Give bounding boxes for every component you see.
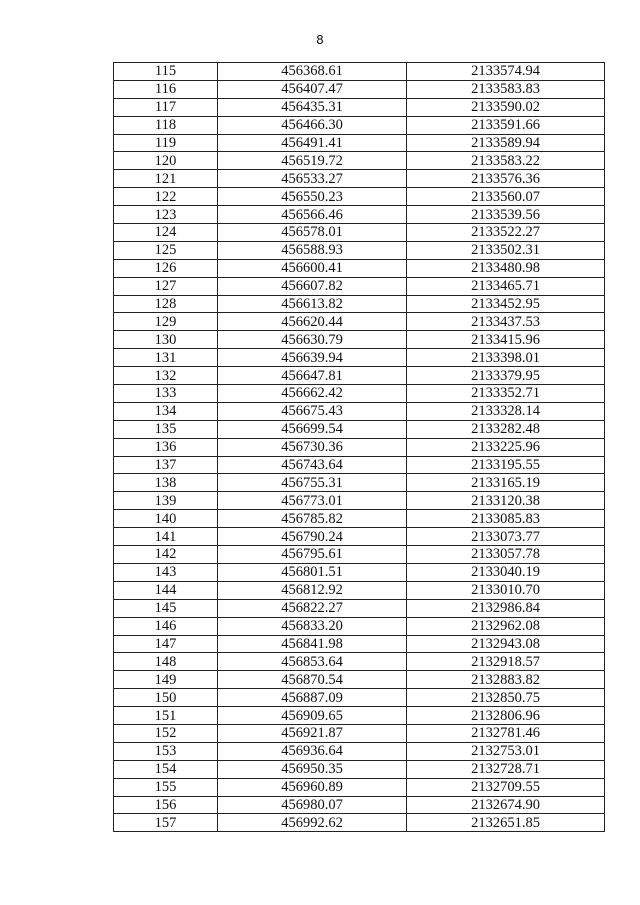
y-coordinate-cell: 2133165.19 <box>407 474 605 492</box>
x-coordinate-cell: 456647.81 <box>218 367 407 385</box>
point-number-cell: 157 <box>114 814 218 832</box>
x-coordinate-cell: 456435.31 <box>218 98 407 116</box>
x-coordinate-cell: 456699.54 <box>218 420 407 438</box>
x-coordinate-cell: 456600.41 <box>218 259 407 277</box>
table-row <box>114 707 605 725</box>
point-number-cell: 141 <box>114 528 218 546</box>
y-coordinate-cell: 2133120.38 <box>407 492 605 510</box>
point-number-cell: 154 <box>114 760 218 778</box>
point-number-cell: 147 <box>114 635 218 653</box>
table-row <box>114 724 605 742</box>
y-coordinate-cell: 2133522.27 <box>407 224 605 242</box>
y-coordinate-cell: 2133040.19 <box>407 563 605 581</box>
table-row <box>114 295 605 313</box>
table-row <box>114 510 605 528</box>
x-coordinate-cell: 456607.82 <box>218 277 407 295</box>
y-coordinate-cell: 2133415.96 <box>407 331 605 349</box>
x-coordinate-cell: 456491.41 <box>218 134 407 152</box>
table-row <box>114 367 605 385</box>
x-coordinate-cell: 456921.87 <box>218 724 407 742</box>
y-coordinate-cell: 2133589.94 <box>407 134 605 152</box>
y-coordinate-cell: 2133465.71 <box>407 277 605 295</box>
y-coordinate-cell: 2132709.55 <box>407 778 605 796</box>
y-coordinate-cell: 2133437.53 <box>407 313 605 331</box>
point-number-cell: 133 <box>114 385 218 403</box>
table-row <box>114 796 605 814</box>
x-coordinate-cell: 456785.82 <box>218 510 407 528</box>
point-number-cell: 151 <box>114 707 218 725</box>
point-number-cell: 120 <box>114 152 218 170</box>
y-coordinate-cell: 2132674.90 <box>407 796 605 814</box>
y-coordinate-cell: 2133010.70 <box>407 581 605 599</box>
y-coordinate-cell: 2133282.48 <box>407 420 605 438</box>
x-coordinate-cell: 456566.46 <box>218 206 407 224</box>
x-coordinate-cell: 456743.64 <box>218 456 407 474</box>
y-coordinate-cell: 2133480.98 <box>407 259 605 277</box>
x-coordinate-cell: 456980.07 <box>218 796 407 814</box>
point-number-cell: 126 <box>114 259 218 277</box>
x-coordinate-cell: 456853.64 <box>218 653 407 671</box>
x-coordinate-cell: 456887.09 <box>218 689 407 707</box>
point-number-cell: 152 <box>114 724 218 742</box>
y-coordinate-cell: 2133452.95 <box>407 295 605 313</box>
y-coordinate-cell: 2133352.71 <box>407 385 605 403</box>
y-coordinate-cell: 2133539.56 <box>407 206 605 224</box>
y-coordinate-cell: 2133583.22 <box>407 152 605 170</box>
x-coordinate-cell: 456662.42 <box>218 385 407 403</box>
point-number-cell: 117 <box>114 98 218 116</box>
x-coordinate-cell: 456675.43 <box>218 402 407 420</box>
table-row <box>114 689 605 707</box>
table-row <box>114 456 605 474</box>
point-number-cell: 138 <box>114 474 218 492</box>
point-number-cell: 129 <box>114 313 218 331</box>
y-coordinate-cell: 2133560.07 <box>407 188 605 206</box>
table-row <box>114 635 605 653</box>
table-row <box>114 563 605 581</box>
table-row <box>114 116 605 134</box>
point-number-cell: 136 <box>114 438 218 456</box>
y-coordinate-cell: 2132850.75 <box>407 689 605 707</box>
table-row <box>114 528 605 546</box>
table-row <box>114 277 605 295</box>
point-number-cell: 145 <box>114 599 218 617</box>
y-coordinate-cell: 2133073.77 <box>407 528 605 546</box>
table-row <box>114 385 605 403</box>
y-coordinate-cell: 2133583.83 <box>407 80 605 98</box>
point-number-cell: 146 <box>114 617 218 635</box>
table-row <box>114 63 605 81</box>
point-number-cell: 130 <box>114 331 218 349</box>
table-row <box>114 492 605 510</box>
table-row <box>114 80 605 98</box>
point-number-cell: 122 <box>114 188 218 206</box>
table-row <box>114 438 605 456</box>
x-coordinate-cell: 456936.64 <box>218 742 407 760</box>
y-coordinate-cell: 2132943.08 <box>407 635 605 653</box>
point-number-cell: 134 <box>114 402 218 420</box>
coordinates-table-body <box>114 63 605 832</box>
table-row <box>114 671 605 689</box>
point-number-cell: 140 <box>114 510 218 528</box>
y-coordinate-cell: 2133328.14 <box>407 402 605 420</box>
x-coordinate-cell: 456755.31 <box>218 474 407 492</box>
table-row <box>114 546 605 564</box>
table-row <box>114 760 605 778</box>
table-row <box>114 742 605 760</box>
table-row <box>114 170 605 188</box>
point-number-cell: 156 <box>114 796 218 814</box>
x-coordinate-cell: 456992.62 <box>218 814 407 832</box>
table-row <box>114 206 605 224</box>
y-coordinate-cell: 2132918.57 <box>407 653 605 671</box>
y-coordinate-cell: 2132806.96 <box>407 707 605 725</box>
coordinates-table <box>113 62 605 832</box>
point-number-cell: 116 <box>114 80 218 98</box>
x-coordinate-cell: 456909.65 <box>218 707 407 725</box>
y-coordinate-cell: 2133195.55 <box>407 456 605 474</box>
y-coordinate-cell: 2132962.08 <box>407 617 605 635</box>
table-row <box>114 420 605 438</box>
point-number-cell: 123 <box>114 206 218 224</box>
table-row <box>114 331 605 349</box>
x-coordinate-cell: 456578.01 <box>218 224 407 242</box>
point-number-cell: 124 <box>114 224 218 242</box>
y-coordinate-cell: 2132651.85 <box>407 814 605 832</box>
x-coordinate-cell: 456812.92 <box>218 581 407 599</box>
point-number-cell: 153 <box>114 742 218 760</box>
table-row <box>114 814 605 832</box>
point-number-cell: 121 <box>114 170 218 188</box>
x-coordinate-cell: 456588.93 <box>218 241 407 259</box>
table-row <box>114 599 605 617</box>
y-coordinate-cell: 2133398.01 <box>407 349 605 367</box>
x-coordinate-cell: 456620.44 <box>218 313 407 331</box>
point-number-cell: 131 <box>114 349 218 367</box>
x-coordinate-cell: 456639.94 <box>218 349 407 367</box>
x-coordinate-cell: 456822.27 <box>218 599 407 617</box>
point-number-cell: 142 <box>114 546 218 564</box>
point-number-cell: 149 <box>114 671 218 689</box>
table-row <box>114 98 605 116</box>
table-row <box>114 474 605 492</box>
y-coordinate-cell: 2133574.94 <box>407 63 605 81</box>
table-row <box>114 581 605 599</box>
x-coordinate-cell: 456466.30 <box>218 116 407 134</box>
x-coordinate-cell: 456730.36 <box>218 438 407 456</box>
table-row <box>114 402 605 420</box>
point-number-cell: 143 <box>114 563 218 581</box>
y-coordinate-cell: 2133057.78 <box>407 546 605 564</box>
x-coordinate-cell: 456630.79 <box>218 331 407 349</box>
y-coordinate-cell: 2133225.96 <box>407 438 605 456</box>
table-row <box>114 152 605 170</box>
table-row <box>114 224 605 242</box>
x-coordinate-cell: 456773.01 <box>218 492 407 510</box>
x-coordinate-cell: 456795.61 <box>218 546 407 564</box>
point-number-cell: 119 <box>114 134 218 152</box>
x-coordinate-cell: 456950.35 <box>218 760 407 778</box>
table-row <box>114 349 605 367</box>
table-row <box>114 241 605 259</box>
point-number-cell: 127 <box>114 277 218 295</box>
y-coordinate-cell: 2133590.02 <box>407 98 605 116</box>
table-row <box>114 313 605 331</box>
page-number: 8 <box>316 33 324 47</box>
point-number-cell: 132 <box>114 367 218 385</box>
y-coordinate-cell: 2132753.01 <box>407 742 605 760</box>
x-coordinate-cell: 456833.20 <box>218 617 407 635</box>
table-row <box>114 653 605 671</box>
point-number-cell: 128 <box>114 295 218 313</box>
y-coordinate-cell: 2132986.84 <box>407 599 605 617</box>
point-number-cell: 148 <box>114 653 218 671</box>
y-coordinate-cell: 2132883.82 <box>407 671 605 689</box>
x-coordinate-cell: 456407.47 <box>218 80 407 98</box>
x-coordinate-cell: 456533.27 <box>218 170 407 188</box>
table-row <box>114 778 605 796</box>
point-number-cell: 139 <box>114 492 218 510</box>
point-number-cell: 118 <box>114 116 218 134</box>
x-coordinate-cell: 456870.54 <box>218 671 407 689</box>
x-coordinate-cell: 456550.23 <box>218 188 407 206</box>
point-number-cell: 115 <box>114 63 218 81</box>
point-number-cell: 125 <box>114 241 218 259</box>
x-coordinate-cell: 456841.98 <box>218 635 407 653</box>
point-number-cell: 144 <box>114 581 218 599</box>
y-coordinate-cell: 2132781.46 <box>407 724 605 742</box>
y-coordinate-cell: 2133576.36 <box>407 170 605 188</box>
x-coordinate-cell: 456790.24 <box>218 528 407 546</box>
point-number-cell: 150 <box>114 689 218 707</box>
y-coordinate-cell: 2133379.95 <box>407 367 605 385</box>
y-coordinate-cell: 2132728.71 <box>407 760 605 778</box>
x-coordinate-cell: 456368.61 <box>218 63 407 81</box>
y-coordinate-cell: 2133085.83 <box>407 510 605 528</box>
table-row <box>114 617 605 635</box>
y-coordinate-cell: 2133591.66 <box>407 116 605 134</box>
x-coordinate-cell: 456613.82 <box>218 295 407 313</box>
point-number-cell: 155 <box>114 778 218 796</box>
x-coordinate-cell: 456801.51 <box>218 563 407 581</box>
point-number-cell: 135 <box>114 420 218 438</box>
table-row <box>114 259 605 277</box>
x-coordinate-cell: 456519.72 <box>218 152 407 170</box>
table-row <box>114 188 605 206</box>
table-row <box>114 134 605 152</box>
y-coordinate-cell: 2133502.31 <box>407 241 605 259</box>
x-coordinate-cell: 456960.89 <box>218 778 407 796</box>
point-number-cell: 137 <box>114 456 218 474</box>
